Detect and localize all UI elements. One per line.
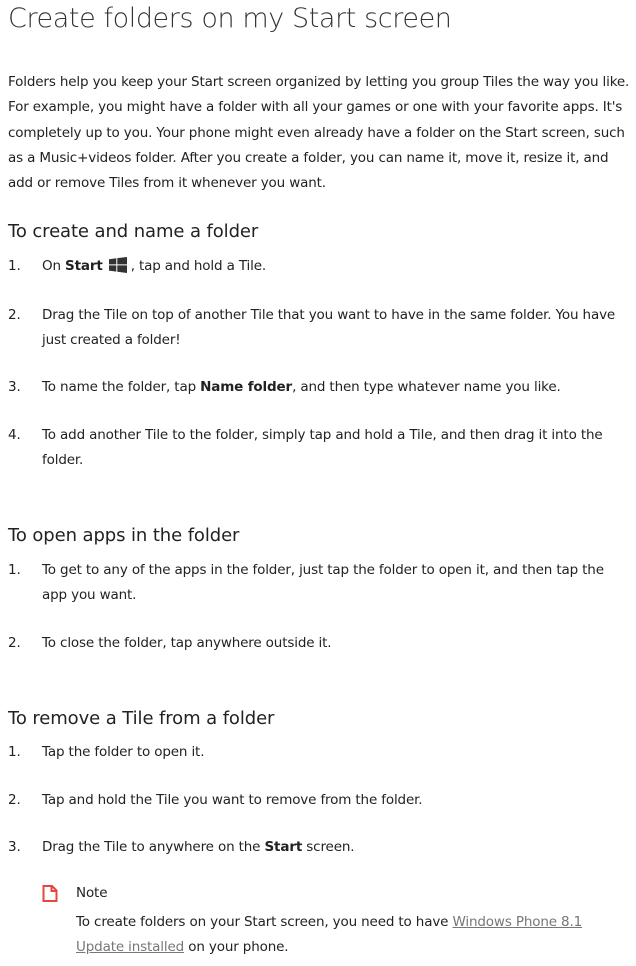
step-text: To name the folder, tap Name folder, and then type whatever name you like. xyxy=(42,379,561,395)
step-number: 4. xyxy=(8,427,21,443)
list-item xyxy=(8,788,632,813)
list-item xyxy=(8,423,632,474)
step-text: Tap the folder to open it. xyxy=(42,744,205,760)
list-item xyxy=(8,740,632,765)
section-heading-remove: To remove a Tile from a folder xyxy=(8,708,275,729)
list-item xyxy=(8,558,632,609)
step-number: 3. xyxy=(8,839,21,855)
list-item xyxy=(8,303,632,354)
note-body: To create folders on your Start screen, you need to have Windows Phone 8.1 Update installed on your phone. xyxy=(76,914,583,956)
list-item xyxy=(8,835,632,860)
windows-logo-icon xyxy=(109,257,127,273)
start-label: Start xyxy=(65,258,103,274)
step-number: 1. xyxy=(8,744,21,760)
step-text: To close the folder, tap anywhere outside it. xyxy=(42,635,332,651)
section-heading-create: To create and name a folder xyxy=(8,221,259,242)
step-text: To get to any of the apps in the folder, just tap the folder to open it, and then tap the app you want. xyxy=(42,562,604,604)
step-text: Drag the Tile to anywhere on the Start screen. xyxy=(42,839,355,855)
list-item xyxy=(8,254,632,279)
step-text: Drag the Tile on top of another Tile that you want to have in the same folder. You have just created a folder! xyxy=(42,307,616,349)
step-text: To add another Tile to the folder, simply tap and hold a Tile, and then drag it into the folder. xyxy=(42,427,603,469)
step-text: Tap and hold the Tile you want to remove from the folder. xyxy=(42,792,423,808)
page-title: Create folders on my Start screen xyxy=(8,3,452,34)
windows-phone-update-link[interactable]: Windows Phone 8.1 Update installed xyxy=(76,914,583,956)
list-item xyxy=(8,375,632,400)
name-folder-label: Name folder xyxy=(200,379,293,395)
step-number: 2. xyxy=(8,792,21,808)
step-number: 2. xyxy=(8,307,21,323)
step-text: On Start , tap and hold a Tile. xyxy=(42,258,267,274)
intro-paragraph: Folders help you keep your Start screen organized by letting you group Tiles the way you like. For example, you might have a folder with all your games or one with your favorite apps. It's completely up to you. Your phone might even already have a folder on the Start screen, such as a Music+videos folder. After you create a folder, you can name it, move it, resize it, and add or remove Tiles from it whenever you want. xyxy=(8,74,630,192)
list-item xyxy=(8,631,632,656)
document-note-icon xyxy=(42,885,58,902)
note-label: Note xyxy=(76,885,108,901)
section-heading-open: To open apps in the folder xyxy=(8,525,240,546)
start-label: Start xyxy=(264,839,303,855)
step-number: 1. xyxy=(8,258,21,274)
step-number: 2. xyxy=(8,635,21,651)
step-number: 3. xyxy=(8,379,21,395)
step-number: 1. xyxy=(8,562,21,578)
